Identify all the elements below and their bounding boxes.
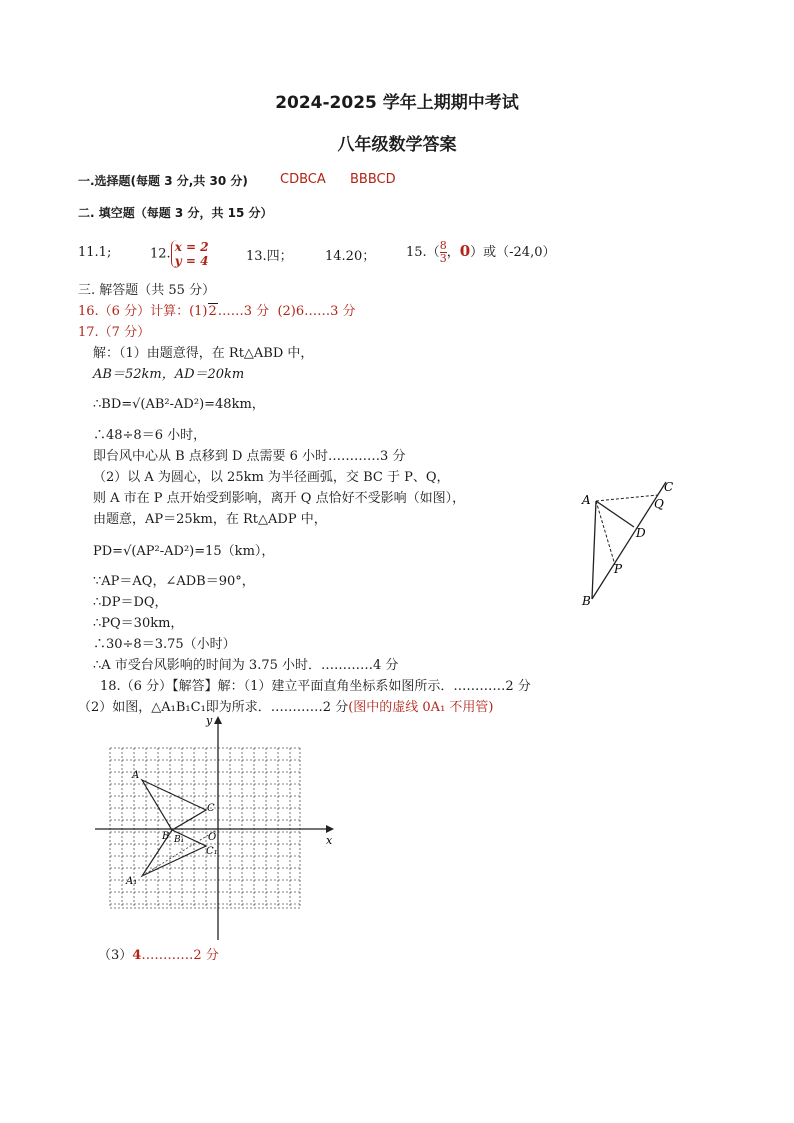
q18-line-1: 18.（6 分）【解答】解：（1）建立平面直角坐标系如图所示．…………2 分	[100, 679, 531, 694]
q18-part3-label: （3）	[98, 948, 133, 963]
label-B: B	[582, 594, 591, 608]
q17-line-2: AB＝52km，AD＝20km	[93, 367, 245, 382]
q17-line-5: 即台风中心从 B 点移到 D 点需要 6 小时…………3 分	[93, 449, 406, 464]
y-axis-arrow	[214, 716, 222, 724]
q16-part2: (2)6……	[277, 304, 331, 319]
label-B: B	[162, 831, 170, 842]
question-16	[78, 300, 356, 319]
q17-line-4: ∴48÷8＝6 小时，	[93, 428, 207, 443]
answer-12	[150, 240, 209, 268]
answer-11: 11.1;	[78, 245, 112, 260]
fraction-8-3: $\frac{8}{3}$	[439, 239, 447, 265]
answer-14: 14.20；	[325, 249, 376, 264]
triangle-ABC	[142, 780, 206, 830]
q18-part3-score: …………2 分	[141, 948, 219, 963]
page-title: 2024-2025 学年上期期中考试	[275, 93, 519, 113]
section1-heading: 一.选择题(每题 3 分,共 30 分)	[78, 174, 248, 188]
q17-line-11: ∴DP＝DQ，	[93, 595, 168, 610]
label-C1: C₁	[206, 846, 218, 857]
mc-answers-1-5: CDBCA	[280, 172, 326, 187]
q17-line-1: 解：（1）由题意得，在 Rt△ABD 中，	[93, 346, 314, 361]
answer-15: 15.（ $\frac{8}{3}$ ，0）或（-24,0）	[406, 239, 556, 265]
q17-line-9: PD=√(AP²-AD²)=15（km），	[93, 544, 275, 559]
q17-line-14: ∴A 市受台风影响的时间为 3.75 小时．…………4 分	[93, 658, 399, 673]
label-D: D	[636, 526, 646, 540]
q17-line-10: ∵AP＝AQ，∠ADB＝90°，	[93, 574, 255, 589]
answer-12-label: 12.	[150, 246, 171, 262]
section2-heading: 二. 填空题（每题 3 分，共 15 分）	[78, 206, 273, 220]
equation-system: x = 2 y = 4	[171, 240, 209, 268]
label-Q: Q	[654, 497, 664, 511]
label-O: O	[208, 832, 217, 843]
section3-heading: 三. 解答题（共 55 分）	[78, 283, 216, 298]
label-P: P	[614, 562, 623, 576]
answer-15-label: 15.（	[406, 245, 440, 260]
q16-score1: ……3 分	[217, 304, 270, 319]
typhoon-figure	[570, 476, 690, 611]
q16-label: 16.（6 分）计算：(1)	[78, 304, 208, 319]
q18-line-3	[98, 944, 219, 963]
q17-line-7: 则 A 市在 P 点开始受到影响，离开 Q 点恰好不受影响（如图），	[93, 491, 466, 506]
q17-line-12: ∴PQ＝30km，	[93, 616, 184, 631]
q17-line-3: ∴BD=√(AB²-AD²)=48km，	[93, 397, 265, 412]
label-y: y	[206, 714, 213, 727]
label-A: A	[132, 770, 140, 781]
label-A: A	[582, 493, 591, 507]
q16-score2: 3 分	[330, 304, 356, 319]
q18-line-2-text: （2）如图，△A₁B₁C₁即为所求．…………2 分	[78, 700, 349, 715]
x-axis-arrow	[326, 825, 334, 833]
coordinate-grid-figure	[90, 712, 350, 944]
question-17-label: 17.（7 分）	[78, 325, 151, 340]
label-C: C	[207, 803, 215, 814]
label-A1: A₁	[126, 876, 138, 887]
q18-part3-answer: 4	[132, 948, 142, 963]
q17-line-8: 由题意，AP＝25km，在 Rt△ADP 中，	[93, 512, 327, 527]
label-x: x	[326, 834, 333, 847]
q17-line-13: ∴30÷8＝3.75（小时）	[93, 637, 236, 652]
label-C: C	[664, 480, 674, 494]
answer-13: 13.四；	[246, 249, 293, 264]
q17-line-6: （2）以 A 为圆心，以 25km 为半径画弧，交 BC 于 P、Q，	[93, 470, 450, 485]
q16-root: 2	[208, 304, 217, 319]
q18-note: (图中的虚线 0A₁ 不用管)	[348, 700, 494, 715]
mc-answers-6-10: BBBCD	[350, 172, 396, 187]
label-B1: B₁	[174, 835, 185, 845]
page-subtitle: 八年级数学答案	[337, 135, 457, 155]
